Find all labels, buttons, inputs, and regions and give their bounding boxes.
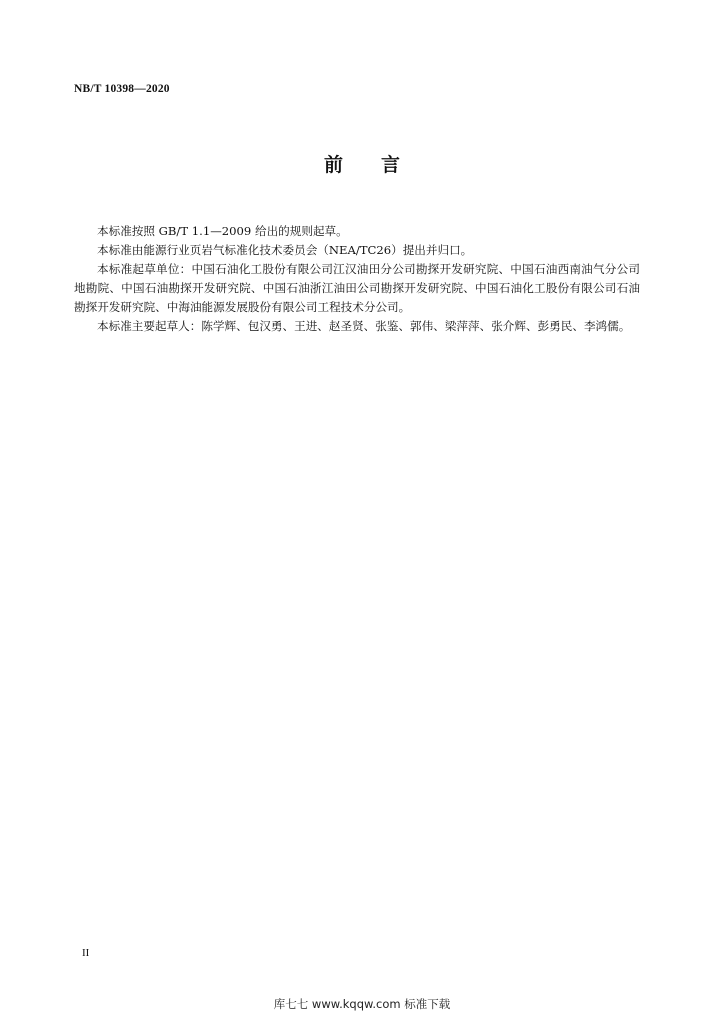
page-number: II — [82, 947, 90, 959]
foreword-body — [74, 222, 640, 336]
footer-watermark: 库七七 www.kqqw.com 标准下载 — [273, 997, 451, 1011]
paragraph-proposer: 本标准由能源行业页岩气标准化技术委员会（NEA/TC26）提出并归口。 — [97, 243, 473, 257]
paragraph-drafting-rules: 本标准按照 GB/T 1.1—2009 给出的规则起草。 — [97, 224, 348, 238]
title-char-1: 前 — [323, 154, 343, 176]
paragraph-drafting-units: 本标准起草单位：中国石油化工股份有限公司江汉油田分公司勘探开发研究院、中国石油西南油气分公司地勘院、中国石油勘探开发研究院、中国石油浙江油田公司勘探开发研究院、中国石油化工股份有限公司石油勘探开发研究院、中海油能源发展股份有限公司工程技术分公司。 — [74, 262, 640, 314]
title-char-2: 言 — [381, 154, 401, 176]
standard-code: NB/T 10398—2020 — [74, 83, 170, 95]
page-title — [0, 150, 724, 177]
paragraph-drafters: 本标准主要起草人：陈学辉、包汉勇、王进、赵圣贤、张鉴、郭伟、梁萍萍、张介辉、彭勇民、李鸿儒。 — [97, 319, 631, 333]
